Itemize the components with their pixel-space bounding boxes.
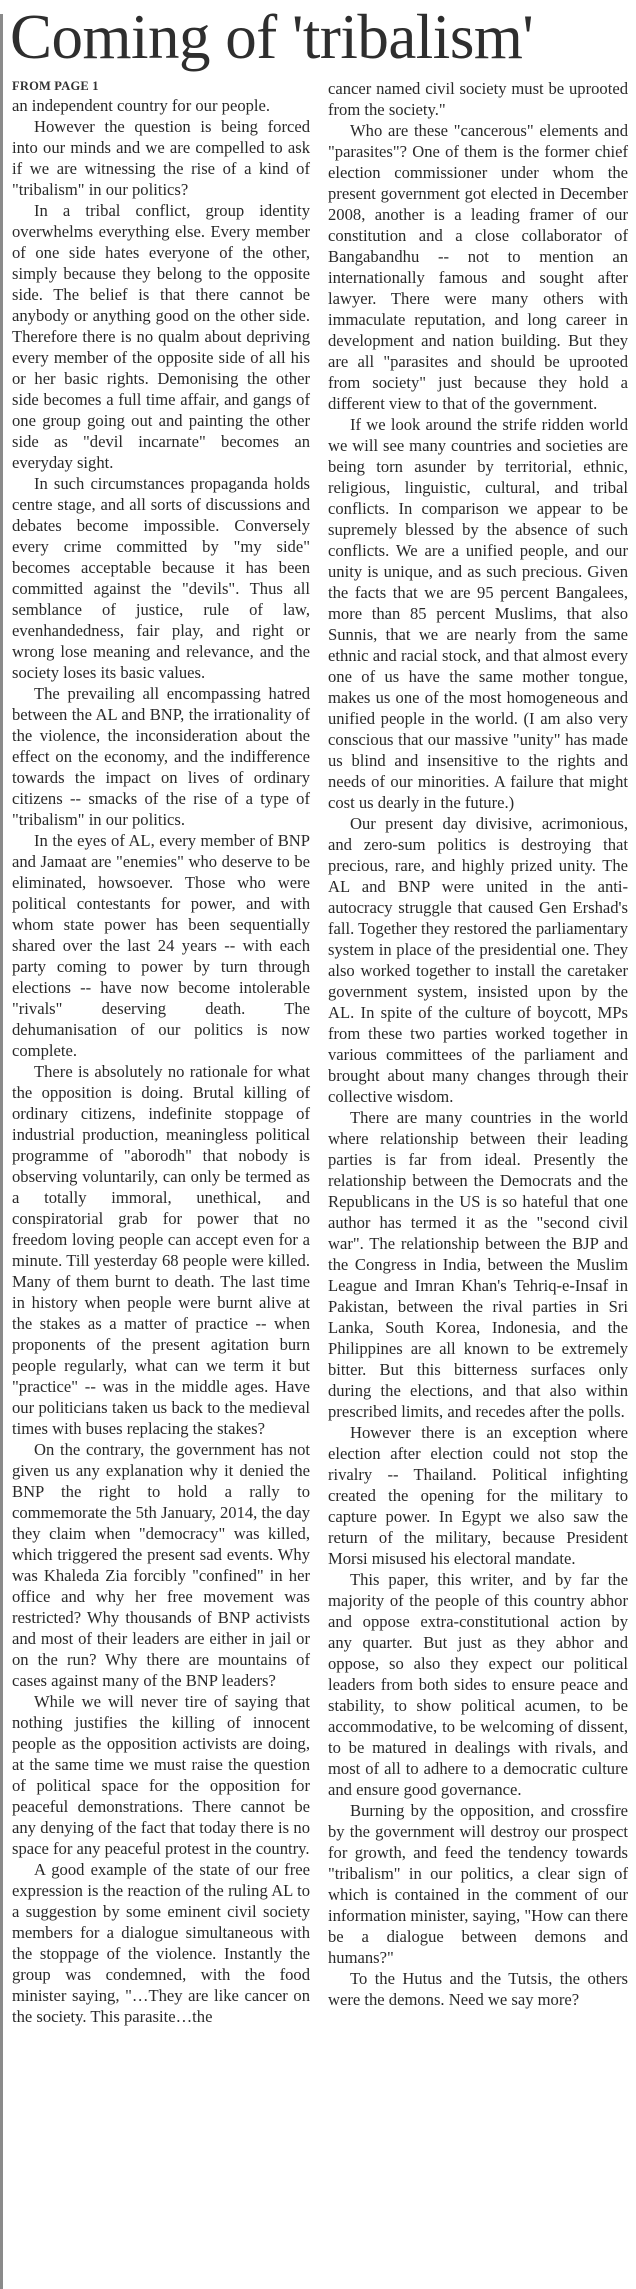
paragraph: If we look around the strife ridden world we will see many countries and societies are being torn asunder by territorial, ethnic, religious, linguistic, cultural, and tribal conflicts. In comparison we appear to be supremely blessed by the absence of such conflicts. We are a unified people, and our unity is unique, and as such precious. Given the facts that we are 95 percent Bangalees, more than 85 percent Muslims, that also Sunnis, that we are nearly from the same ethnic and racial stock, and that almost every one of us have the same mother tongue, makes us one of the most homogeneous and unified people in the world. (I am also very conscious that our massive "unity" has made us blind and insensitive to the rights and needs of our minorities. A failure that might cost us dearly in the future.) [328, 415, 628, 812]
left-column-rule [0, 14, 3, 2289]
column-right [328, 78, 628, 2027]
paragraph: The prevailing all encompassing hatred between the AL and BNP, the irrationality of the violence, the inconsideration about the effect on the economy, and the indifference towards the impact on lives of ordinary citizens -- smacks of the rise of a type of "tribalism" in our politics. [12, 684, 310, 829]
paragraph: cancer named civil society must be uprooted from the society." [328, 79, 628, 119]
paragraph: Our present day divisive, acrimonious, and zero-sum politics is destroying that precious, rare, and highly prized unity. The AL and BNP were united in the anti-autocracy struggle that caused Gen Ershad's fall. Together they restored the parliamentary system in place of the presidential one. They also worked together to install the caretaker government system, insisted upon by the AL. In spite of the culture of boycott, MPs from these two parties worked together in various committees of the parliament and brought about many changes through their collective wisdom. [328, 814, 628, 1106]
article-body [12, 78, 628, 2027]
column-left [12, 78, 310, 2027]
paragraph: Burning by the opposition, and crossfire by the government will destroy our prospect for growth, and feed the tendency towards "tribalism" in our politics, a clear sign of which is contained in the comment of our information minister, saying, "How can there be a dialogue between demons and humans?" [328, 1801, 628, 1967]
paragraph: This paper, this writer, and by far the majority of the people of this country abhor and oppose extra-constitutional action by any quarter. But just as they abhor and oppose, so also they expect our political leaders from both sides to ensure peace and stability, to show political acumen, to be accommodative, to be welcoming of dissent, to be matured in dealings with rivals, and most of all to adhere to a democratic culture and ensure good governance. [328, 1570, 628, 1799]
paragraph: There is absolutely no rationale for what the opposition is doing. Brutal killing of ordinary citizens, indefinite stoppage of industrial production, meaningless political programme of "aborodh" that nobody is observing voluntarily, can only be termed as a totally immoral, unethical, and conspiratorial grab for power that no freedom loving people can accept even for a minute. Till yesterday 68 people were killed. Many of them burnt to death. The last time in history when people were burnt alive at the stakes as a matter of practice -- when proponents of the present agitation burn people regularly, what can we term it but "practice" -- was in the middle ages. Have our politicians taken us back to the medieval times with buses replacing the stakes? [12, 1062, 310, 1438]
paragraph: However the question is being forced into our minds and we are compelled to ask if we are witnessing the rise of a kind of "tribalism" in our politics? [12, 117, 310, 199]
paragraph: an independent country for our people. [12, 96, 271, 115]
paragraph: To the Hutus and the Tutsis, the others were the demons. Need we say more? [328, 1969, 628, 2009]
headline: Coming of 'tribalism' [10, 2, 534, 72]
kicker-from-page: FROM PAGE 1 [12, 79, 99, 93]
paragraph: In the eyes of AL, every member of BNP and Jamaat are "enemies" who deserve to be eliminated, howsoever. Those who were political contestants for power, and with whom state power has been sequentially shared over the last 24 years -- with each party coming to power by turn through elections -- have now become intolerable "rivals" deserving death. The dehumanisation of our politics is now complete. [12, 831, 310, 1060]
paragraph: However there is an exception where election after election could not stop the rivalry -- Thailand. Political infighting created the opening for the military to capture power. In Egypt we also saw the return of the military, because President Morsi misused his electoral mandate. [328, 1423, 628, 1568]
paragraph: Who are these "cancerous" elements and "parasites"? One of them is the former chief election commissioner under whom the present government got elected in December 2008, another is a leading framer of our constitution and a close collaborator of Bangabandhu -- not to mention an internationally famous and sought after lawyer. There were many others with immaculate reputation, and long career in development and nation building. But they are all "parasites and should be uprooted from society" just because they hold a different view to that of the government. [328, 121, 628, 413]
paragraph: A good example of the state of our free expression is the reaction of the ruling AL to a suggestion by some eminent civil society members for a dialogue simultaneous with the stoppage of the violence. Instantly the group was condemned, with the food minister saying, "…They are like cancer on the society. This parasite…the [12, 1860, 310, 2026]
paragraph: On the contrary, the government has not given us any explanation why it denied the BNP the right to hold a rally to commemorate the 5th January, 2014, the day they claim when "democracy" was killed, which triggered the present sad events. Why was Khaleda Zia forcibly "confined" in her office and why her free movement was restricted? Why thousands of BNP activists and most of their leaders are either in jail or on the run? Why there are mountains of cases against many of the BNP leaders? [12, 1440, 310, 1690]
paragraph: While we will never tire of saying that nothing justifies the killing of innocent people as the opposition activists are doing, at the same time we must raise the question of political space for the opposition for peaceful demonstrations. There cannot be any denying of the fact that today there is no space for any peaceful protest in the country. [12, 1692, 310, 1858]
paragraph: There are many countries in the world where relationship between their leading parties is far from ideal. Presently the relationship between the Democrats and the Republicans in the US is so hateful that one author has termed it as the "second civil war". The relationship between the BJP and the Congress in India, between the Muslim League and Imran Khan's Tehriq-e-Insaf in Pakistan, between the rival parties in Sri Lanka, South Korea, Indonesia, and the Philippines are all known to be extremely bitter. But this bitterness surfaces only during the elections, and that also within prescribed limits, and recedes after the polls. [328, 1108, 628, 1421]
paragraph: In a tribal conflict, group identity overwhelms everything else. Every member of one side hates everyone of the other, simply because they belong to the opposite side. The belief is that there cannot be anybody or anything good on the other side. Therefore there is no qualm about depriving every member of the opposite side of all his or her basic rights. Demonising the other side becomes a full time affair, and gangs of one group going out and painting the other side as "devil incarnate" becomes an everyday sight. [12, 201, 310, 472]
paragraph: In such circumstances propaganda holds centre stage, and all sorts of discussions and debates become impossible. Conversely every crime committed by "my side" becomes acceptable because it has been committed against the "devils". Thus all semblance of justice, rule of law, evenhandedness, fair play, and right or wrong lose meaning and relevance, and the society loses its basic values. [12, 474, 310, 682]
